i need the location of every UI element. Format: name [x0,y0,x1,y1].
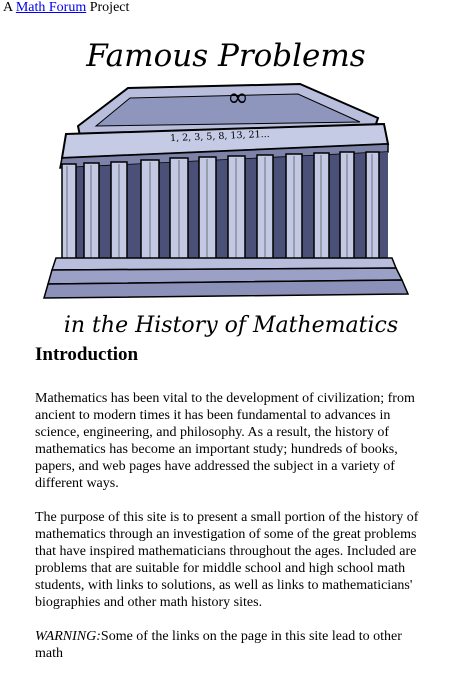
warning-label: WARNING: [35,629,101,644]
intro-paragraph-2: The purpose of this site is to present a small portion of the history of mathematics through an investigation of some of the great problems that have inspired mathematicians throughout the ages. Included are problems that are suitable for middle school and high school math students, with links to solutions, as well as links to mathematicians' biographies and other math history sites. [35,510,419,610]
infinity-icon: ∞ [227,83,249,113]
warning-text: Some of the links on the page in this site lead to other math [35,629,402,661]
parthenon-illustration [44,83,408,298]
intro-paragraph-1: Mathematics has been vital to the development of civilization; from ancient to modern times it has been fundamental to advances in science, engineering, and philosophy. As a result, the history of mathematics has become an important study; hundreds of books, papers, and web pages have addressed the subject in a variety of different ways. [35,391,415,491]
project-attribution [3,0,129,16]
banner-title-bottom: in the History of Mathematics [63,313,399,338]
famous-problems-banner [0,18,462,340]
math-forum-link[interactable]: Math Forum [15,0,87,15]
main-content [35,343,431,679]
page-heading: Introduction [35,344,139,365]
attribution-prefix: A [3,0,16,15]
attribution-suffix: Project [86,0,130,15]
banner-title-top: Famous Problems [86,38,366,74]
warning-paragraph [35,628,431,662]
frieze-sequence: 1, 2, 3, 5, 8, 13, 21... [169,128,270,145]
